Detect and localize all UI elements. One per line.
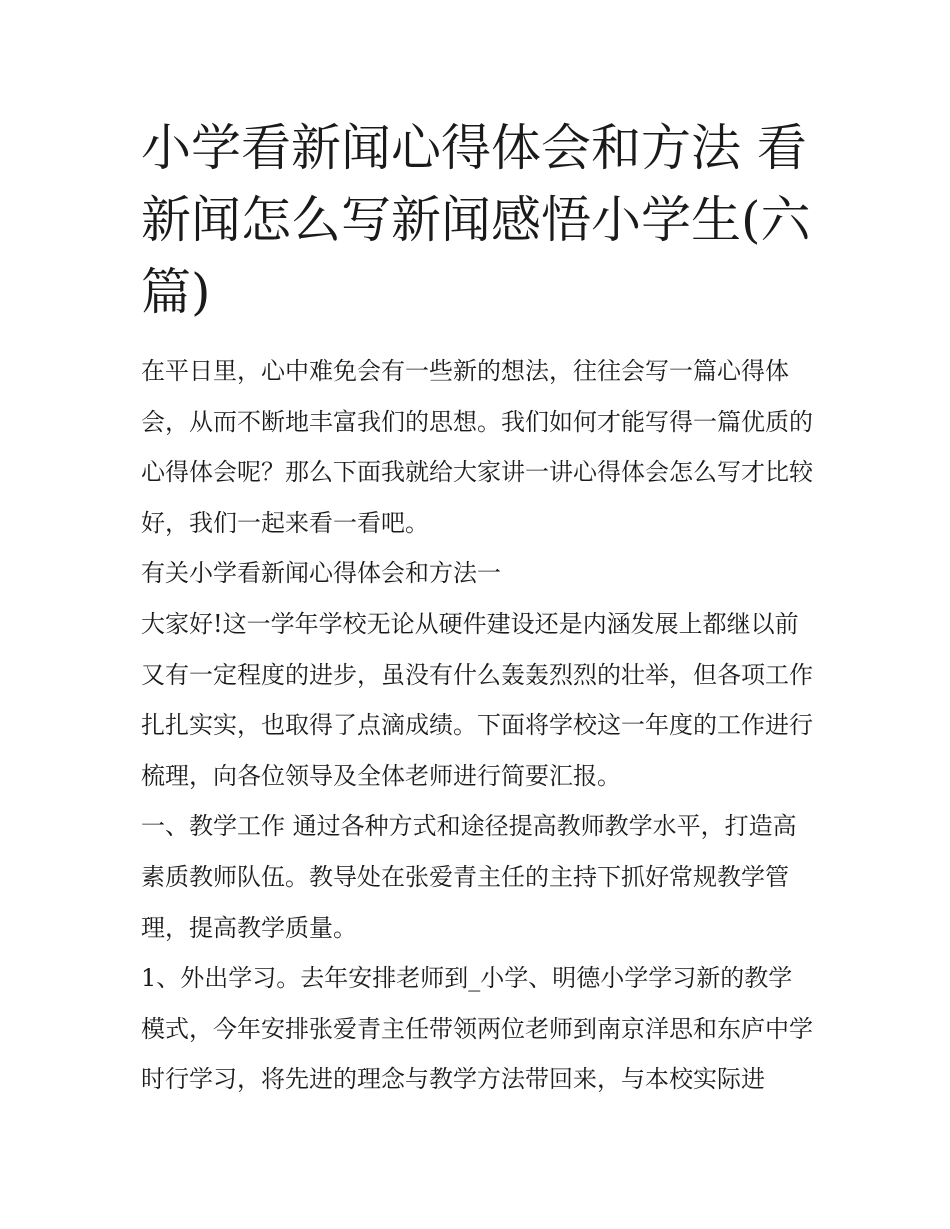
section-heading: 有关小学看新闻心得体会和方法一 [141,559,501,588]
document-body [141,346,813,1105]
intro-paragraph: 在平日里，心中难免会有一些新的想法，往往会写一篇心得体会，从而不断地丰富我们的思想。我们如何才能写得一篇优质的心得体会呢？那么下面我就给大家讲一讲心得体会怎么写才比较好，我们一起来看一看吧。 [141,357,813,537]
document-page [141,112,813,1105]
body-paragraph: 大家好!这一学年学校无论从硬件建设还是内涵发展上都继以前又有一定程度的进步，虽没有什么轰轰烈烈的壮举，但各项工作扎扎实实，也取得了点滴成绩。下面将学校这一年度的工作进行梳理，向各位领导及全体老师进行简要汇报。 [141,609,813,790]
body-paragraph: 一、教学工作 通过各种方式和途径提高教师教学水平，打造高素质教师队伍。教导处在张爱青主任的主持下抓好常规教学管理，提高教学质量。 [141,812,797,942]
body-paragraph: 1、外出学习。去年安排老师到_小学、明德小学学习新的教学模式，今年安排张爱青主任带领两位老师到南京洋思和东庐中学时行学习，将先进的理念与教学方法带回来，与本校实际进 [141,964,813,1094]
document-title: 小学看新闻心得体会和方法 看新闻怎么写新闻感悟小学生(六篇) [141,119,811,321]
